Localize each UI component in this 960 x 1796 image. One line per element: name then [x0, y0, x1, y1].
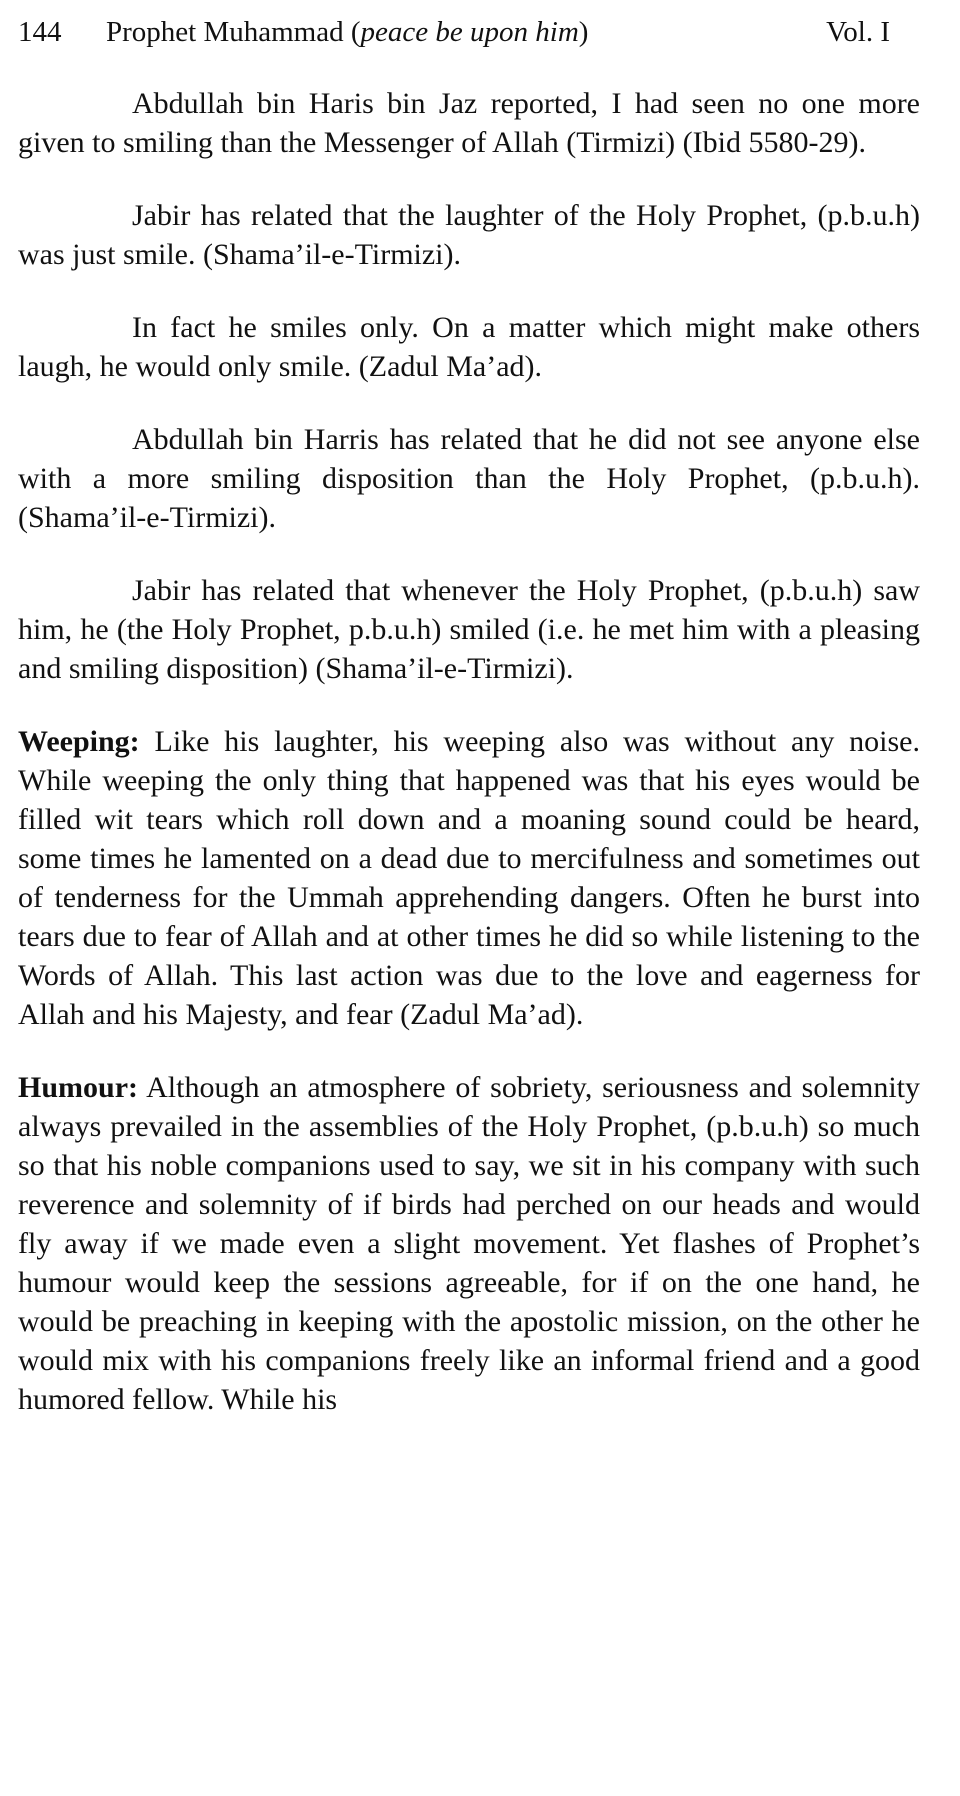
weeping-heading: Weeping: — [18, 725, 140, 758]
paragraph-smiling-2: Jabir has related that the laughter of the Holy Prophet, (p.b.u.h) was just smile. (Shama’il-e-Tirmizi). — [18, 199, 920, 271]
running-title-italic: peace be upon him — [360, 16, 579, 48]
page-number: 144 — [18, 16, 62, 48]
paragraph-smiling-1: Abdullah bin Haris bin Jaz reported, I had seen no one more given to smiling than the Messenger of Allah (Tirmizi) (Ibid 5580-29). — [18, 87, 920, 159]
paragraph-humour — [18, 1068, 920, 1419]
book-page — [18, 0, 942, 1796]
paragraph-smiling-3: In fact he smiles only. On a matter which might make others laugh, he would only smile. (Zadul Ma’ad). — [18, 311, 920, 383]
volume-label: Vol. I — [826, 16, 890, 48]
running-title-main: Prophet Muhammad — [106, 16, 344, 48]
running-title-paren-open: ( — [343, 16, 361, 48]
running-title — [106, 12, 588, 52]
running-title-paren-close: ) — [578, 16, 589, 48]
weeping-text: Like his laughter, his weeping also was without any noise. While weeping the only thing that happened was that his eyes would be filled wit tears which roll down and a moaning sound could be heard, some times he lamented on a dead due to mercifulness and sometimes out of tenderness for the Ummah apprehending dangers. Often he burst into tears due to fear of Allah and at other times he did so while listening to the Words of Allah. This last action was due to the love and eagerness for Allah and his Majesty, and fear (Zadul Ma’ad). — [18, 725, 920, 1031]
paragraph-smiling-4: Abdullah bin Harris has related that he did not see anyone else with a more smiling disposition than the Holy Prophet, (p.b.u.h). (Shama’il-e-Tirmizi). — [18, 423, 920, 534]
humour-text: Although an atmosphere of sobriety, seriousness and solemnity always prevailed in the assemblies of the Holy Prophet, (p.b.u.h) so much so that his noble companions used to say, we sit in his company with such reverence and solemnity of if birds had perched on our heads and would fly away if we made even a slight movement. Yet flashes of Prophet’s humour would keep the sessions agreeable, for if on the one hand, he would be preaching in keeping with the apostolic mission, on the other he would mix with his companions freely like an informal friend and a good humored fellow. While his — [18, 1071, 920, 1416]
humour-heading: Humour: — [18, 1071, 138, 1104]
body-text — [18, 84, 920, 1453]
paragraph-weeping — [18, 722, 920, 1034]
running-header — [18, 12, 890, 52]
paragraph-smiling-5: Jabir has related that whenever the Holy Prophet, (p.b.u.h) saw him, he (the Holy Prophet, p.b.u.h) smiled (i.e. he met him with a pleasing and smiling disposition) (Shama’il-e-Tirmizi). — [18, 574, 920, 685]
